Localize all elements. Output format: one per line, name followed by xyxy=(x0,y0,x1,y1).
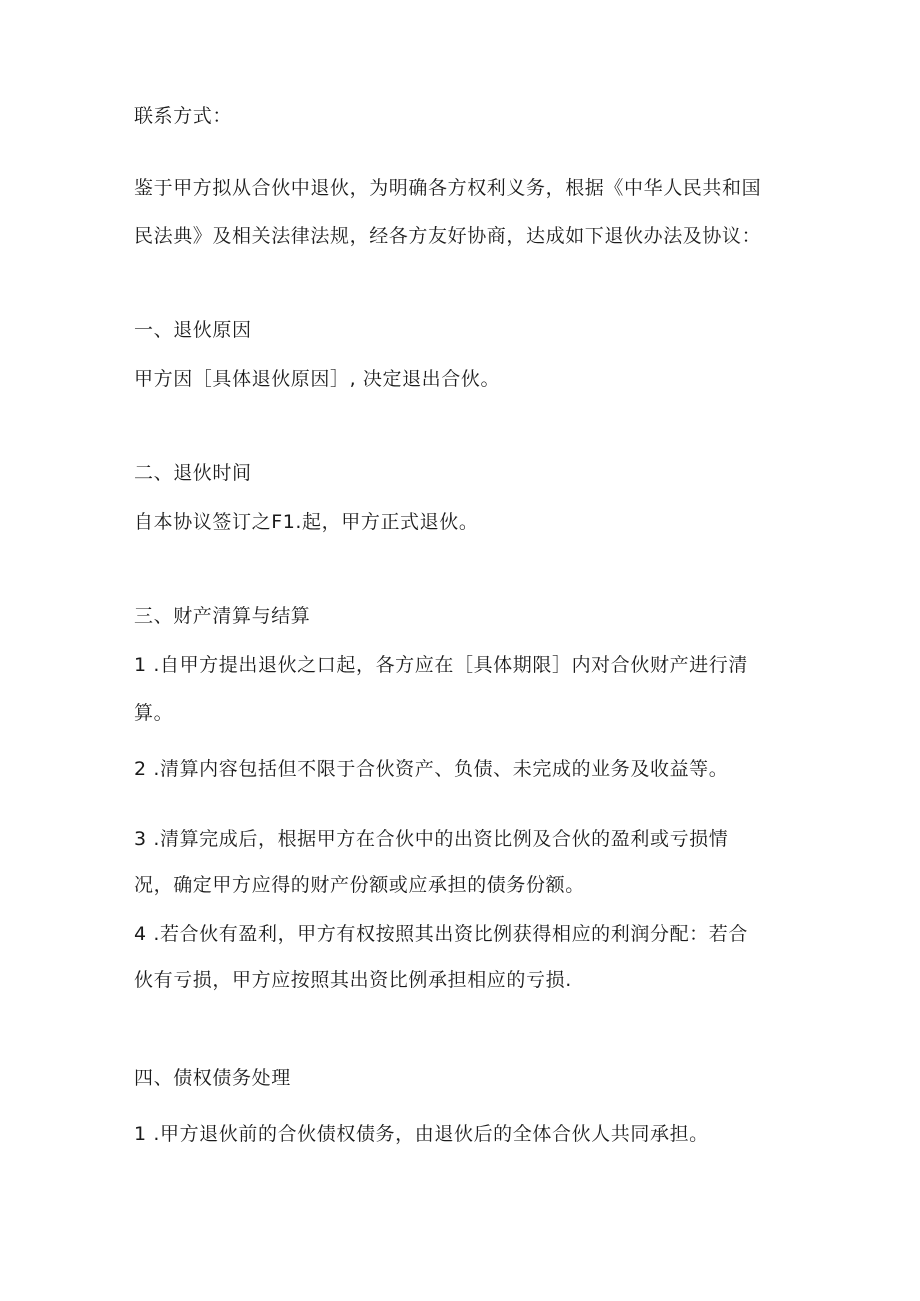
list-item-line: 况，确定甲方应得的财产份额或应承担的债务份额。 xyxy=(134,874,585,896)
section-heading: 四、债权债务处理 xyxy=(134,1067,291,1089)
section-heading: 一、退伙原因 xyxy=(134,319,252,341)
list-item-line: 2 .清算内容包括但不限于合伙资产、负债、未完成的业务及收益等。 xyxy=(134,758,729,780)
list-item-line: 1 .自甲方提出退伙之口起，各方应在［具体期限］内对合伙财产进行清 xyxy=(134,654,748,676)
section-body: 自本协议签订之F1.起，甲方正式退伙。 xyxy=(134,511,479,533)
list-item-line: 伙有亏损，甲方应按照其出资比例承担相应的亏损. xyxy=(134,969,572,991)
list-item-line: 4 .若合伙有盈利，甲方有权按照其出资比例获得相应的利润分配：若合 xyxy=(134,923,748,945)
preamble-line: 鉴于甲方拟从合伙中退伙，为明确各方权利义务，根据《中华人民共和国 xyxy=(134,177,762,199)
section-heading: 二、退伙时间 xyxy=(134,462,252,484)
list-item-line: 3 .清算完成后，根据甲方在合伙中的出资比例及合伙的盈利或亏损情 xyxy=(134,828,729,850)
section-heading: 三、财产清算与结算 xyxy=(134,605,311,627)
list-item-line: 1 .甲方退伙前的合伙债权债务，由退伙后的全体合伙人共同承担。 xyxy=(134,1123,709,1145)
section-body: 甲方因［具体退伙原因］, 决定退出合伙。 xyxy=(134,368,501,390)
contact-label: 联系方式： xyxy=(134,105,233,127)
preamble-line: 民法典》及相关法律法规，经各方友好协商，达成如下退伙办法及协议： xyxy=(134,225,762,247)
list-item-line: 算。 xyxy=(134,702,174,724)
